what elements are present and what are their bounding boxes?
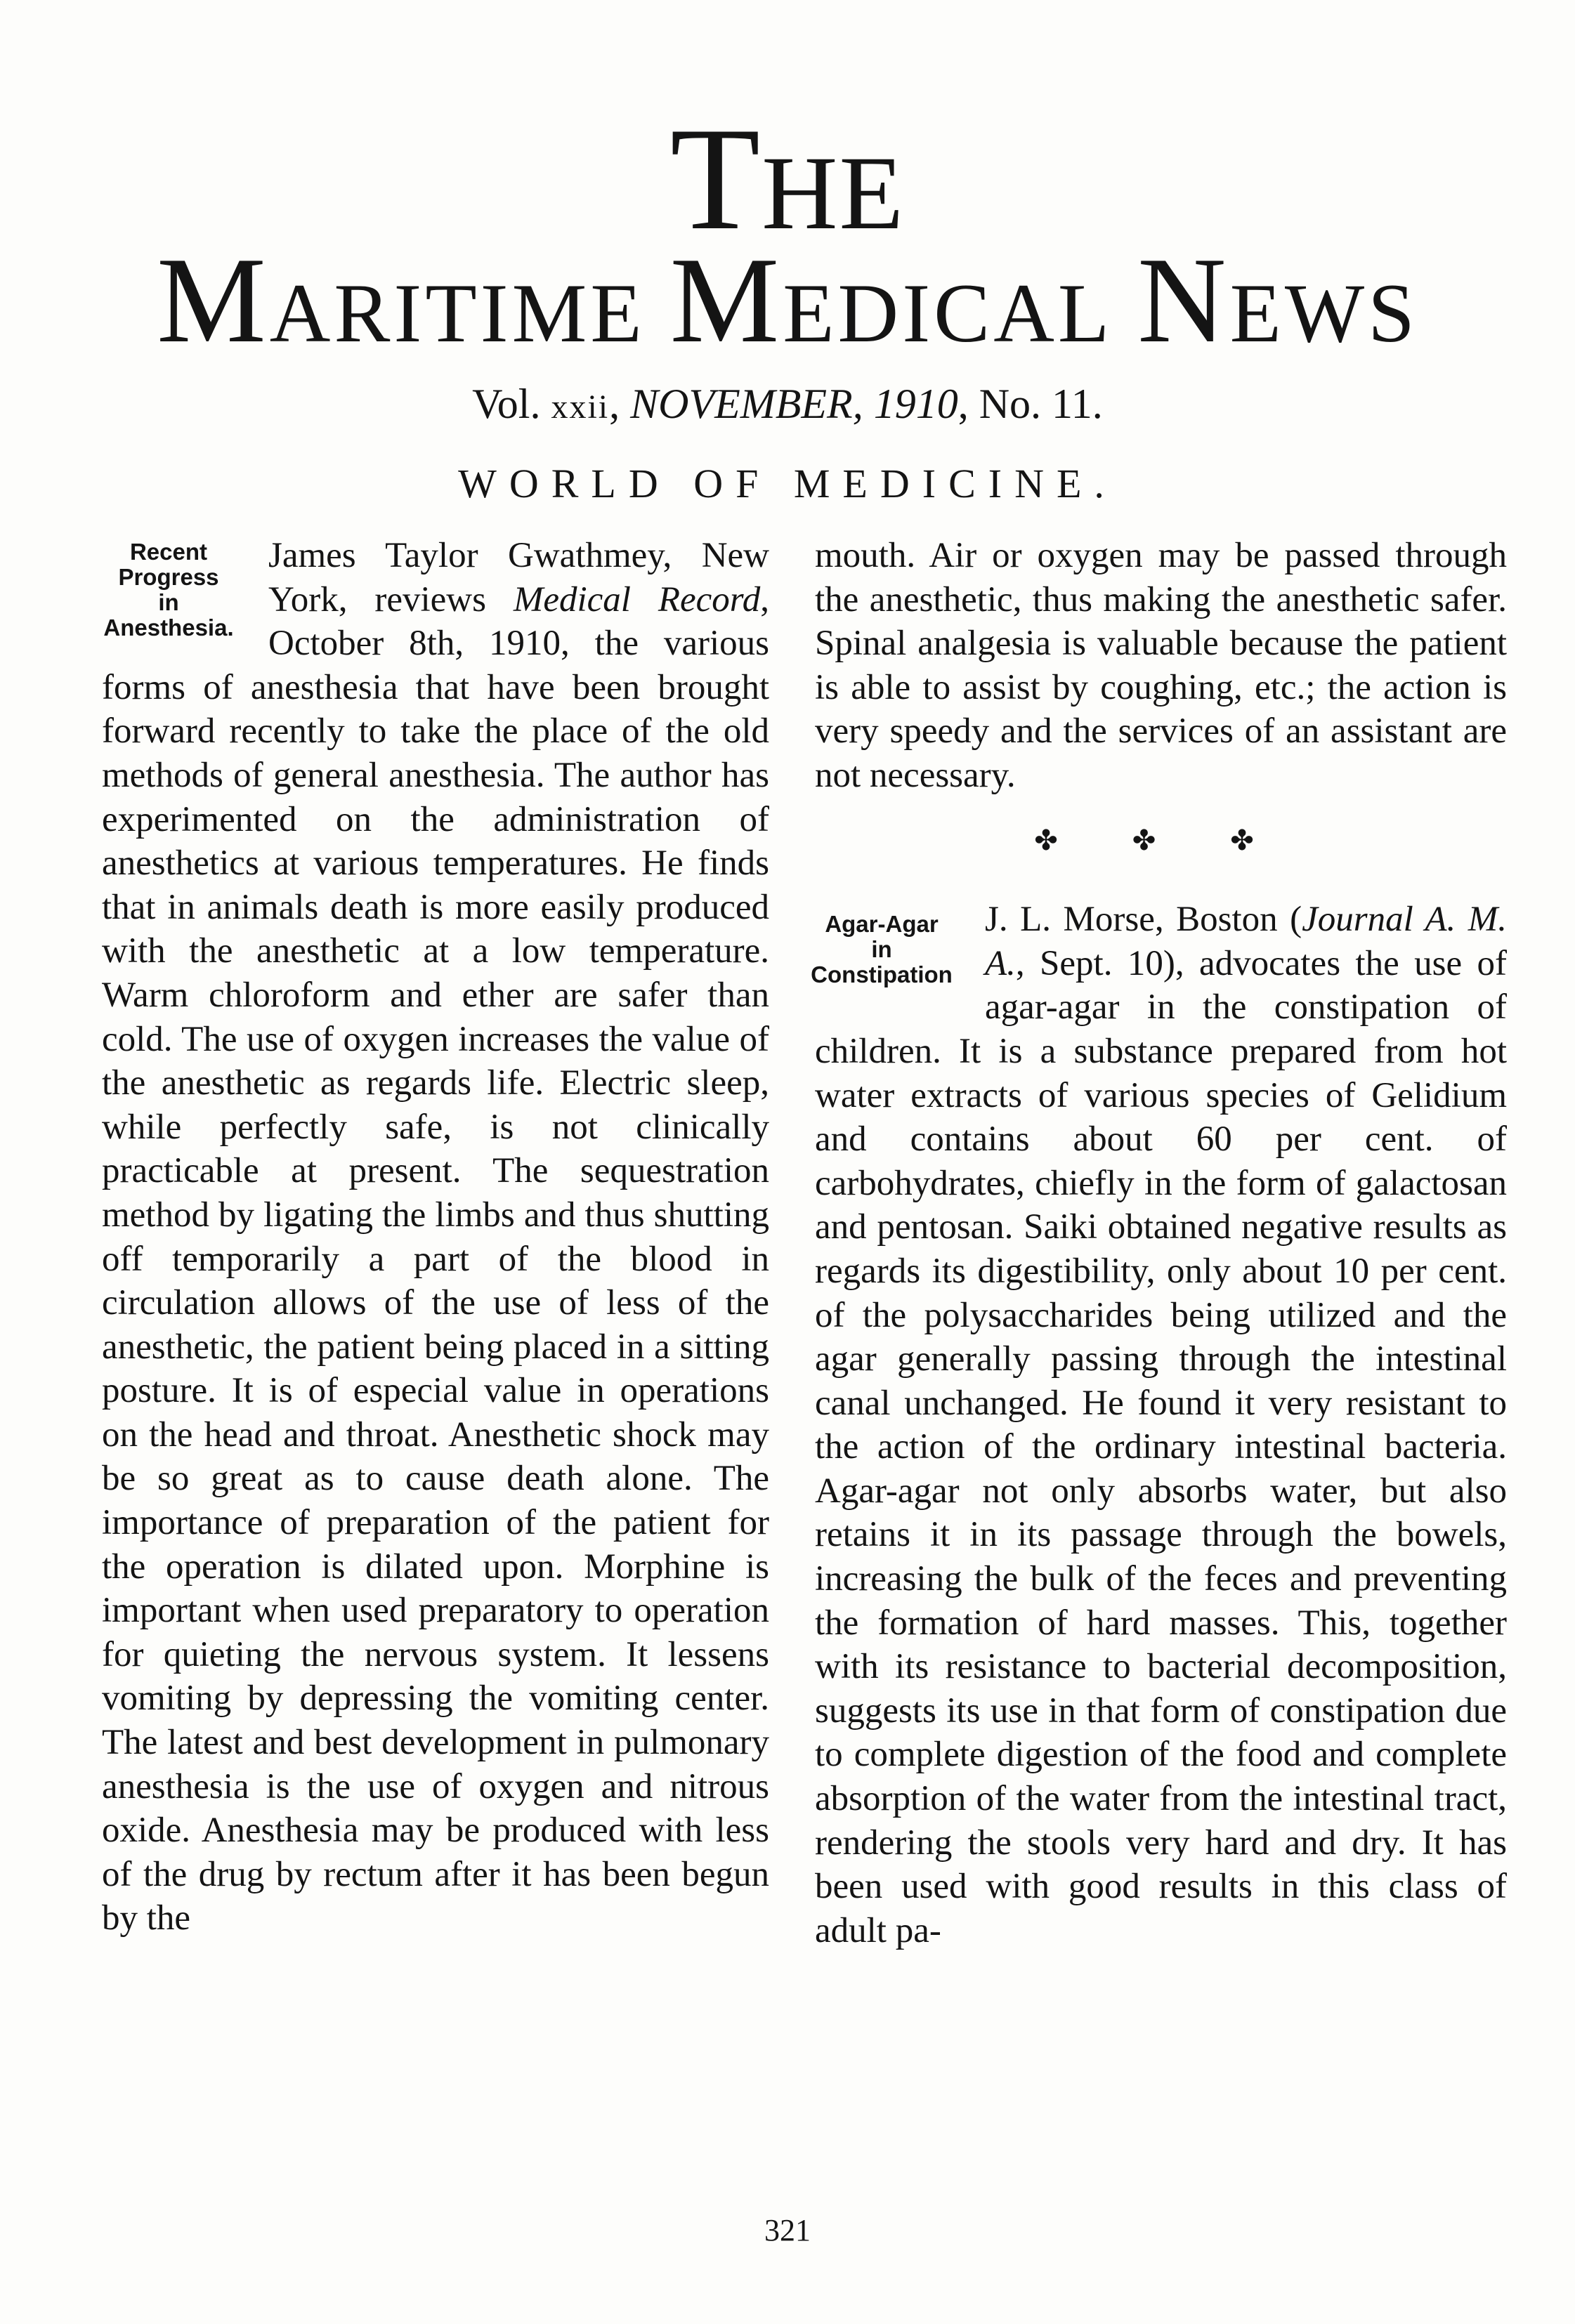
article-text: , October 8th, 1910, the various forms of anesthesia that have been brought forward recently to take the place of the old methods of general anesthesia. The author has experimented on the administration of anesthetics at various temperatures. He finds that in animals death is more easily produced with the anesthetic at a low temperature. Warm chloroform and ether are safer than cold. The use of oxygen increases the value of the anesthetic as regards life. Electric sleep, while perfectly safe, is not clinically practicable at present. The sequestration method by ligating the limbs and thus shutting off temporarily a part of the blood in circulation allows of the use of less of the anesthetic, the patient being placed in a sitting posture. It is of especial value in operations on the head and throat. Anesthetic shock may be so great as to cause death alone. The importance of preparation of the patient for the operation is dilated upon. Morphine is important when used preparatory to operation for quieting the nervous system. It lessens vomiting by depressing the vomiting center. The latest and best development in pulmonary anesthesia is the use of oxygen and nitrous oxide. Anesthesia may be produced with less of the drug by rectum after it has been begun by the	[102, 579, 770, 1938]
sidehead-line: Progress	[118, 564, 219, 590]
article-source: Medical Record	[513, 579, 761, 619]
sidehead-line: Agar-Agar	[825, 911, 939, 938]
vol-number: xxii	[551, 388, 610, 426]
article-lead: James Taylor Gwathmey, New York, reviews	[268, 536, 769, 619]
separator-stars: ✤ ✤ ✤	[1034, 824, 1288, 856]
right-column	[811, 534, 1507, 1952]
sidehead-line: in	[871, 936, 892, 963]
vol-prefix: Vol.	[472, 381, 551, 427]
title-cap-3: N	[1137, 232, 1230, 368]
title-rest-3: EWS	[1229, 266, 1418, 360]
page-number: 321	[764, 2213, 811, 2247]
section-title: WORLD OF MEDICINE.	[458, 461, 1117, 506]
journal-title	[0, 232, 1575, 368]
title-cap-2: M	[669, 232, 783, 368]
article-source: Journal A. M. A.	[985, 900, 1507, 983]
issue-number: No. 11.	[979, 381, 1103, 427]
title-cap-1: M	[157, 232, 270, 368]
title-rest-1: ARITIME	[269, 266, 646, 360]
masthead-the	[0, 98, 1575, 261]
article-anesthesia-body	[102, 534, 769, 1941]
sidehead-line: Constipation	[811, 961, 953, 988]
sidehead-line: in	[158, 589, 179, 615]
sidehead-anesthesia	[84, 539, 253, 641]
article-anesthesia-continued: mouth. Air or oxygen may be passed through the anesthetic, thus making the anesthetic safer. Spinal analgesia is valuable because the patient is able to assist by coughing, etc.; the action is very speedy and the services of an assistant are not necessary.	[815, 536, 1507, 795]
left-column	[102, 534, 769, 1941]
sidehead-agar	[794, 912, 969, 987]
article-lead: J. L. Morse, Boston (	[985, 900, 1302, 940]
issue-date: NOVEMBER, 1910	[630, 381, 958, 427]
the-rest: HE	[762, 135, 906, 251]
the-cap: T	[669, 98, 762, 261]
sidehead-line: Recent	[129, 539, 208, 565]
issue-line: Vol. xxii, NOVEMBER, 1910, No. 11.	[472, 381, 1103, 427]
article-text: , Sept. 10), advocates the use of agar-agar in the constipation of children. It is a substance prepared from hot water extracts of various species of Gelidium and contains about 60 per cent. of carbohydrates, chiefly in the form of galactosan and pentosan. Saiki obtained negative results as regards its digestibility, only about 10 per cent. of the polysaccharides being utilized and the agar generally passing through the intestinal canal unchanged. He found it very resistant to the action of the ordinary intestinal bacteria. Agar-agar not only absorbs water, but also retains it in its passage through the bowels, increasing the bulk of the feces and preventing the formation of hard masses. This, together with its resistance to bacterial decomposition, suggests its use in that form of constipation due to complete digestion of the food and complete absorption of the water from the intestinal tract, rendering the stools very hard and dry. It has been used with good results in this class of adult pa-	[815, 943, 1507, 1950]
title-rest-2: EDICAL	[783, 266, 1113, 360]
article-agar-body	[815, 898, 1507, 1952]
sidehead-line: Anesthesia.	[103, 615, 234, 641]
